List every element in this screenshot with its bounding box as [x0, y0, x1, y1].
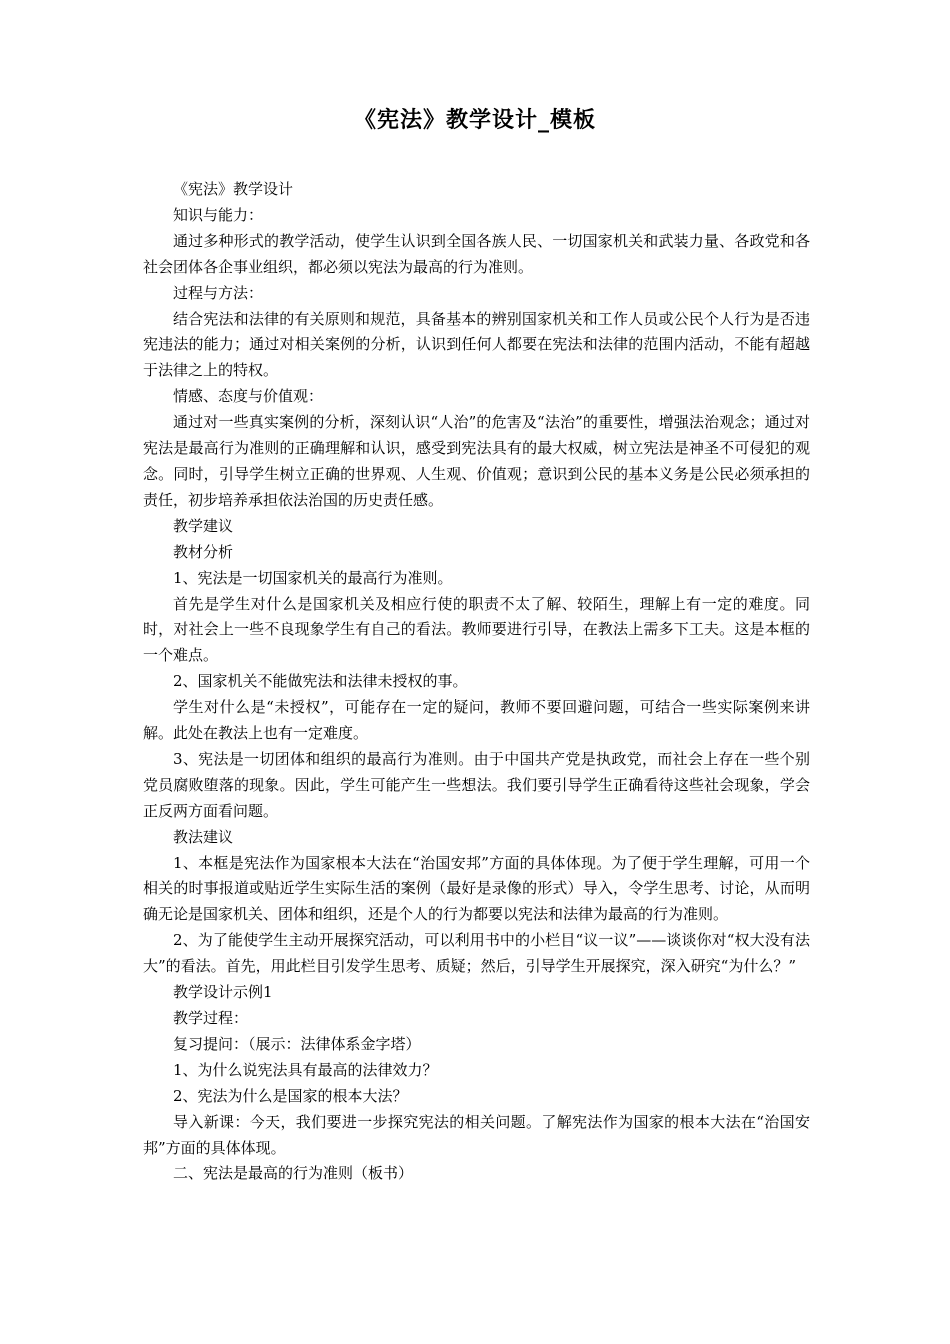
paragraph: 二、宪法是最高的行为准则（板书）	[173, 1164, 414, 1183]
paragraph: 学生对什么是“未授权”，可能存在一定的疑问，教师不要回避问题，可结合一些实际案例来讲解。此处在教法上也有一定难度。	[143, 698, 810, 743]
paragraph: 2、为了能使学生主动开展探究活动，可以利用书中的小栏目“议一议”——谈谈你对“权大没有法大”的看法。首先，用此栏目引发学生思考、质疑；然后，引导学生开展探究，深入研究“为什么？”	[143, 931, 810, 976]
paragraph: 结合宪法和法律的有关原则和规范，具备基本的辨别国家机关和工作人员或公民个人行为是否违宪违法的能力；通过对相关案例的分析，认识到任何人都要在宪法和法律的范围内活动，不能有超越于法律之上的特权。	[143, 309, 810, 380]
paragraph: 教法建议	[173, 827, 234, 846]
paragraph: 教学过程：	[173, 1009, 249, 1027]
paragraph: 教学建议	[173, 516, 234, 535]
paragraph: 1、为什么说宪法具有最高的法律效力？	[173, 1060, 438, 1079]
paragraph: 通过对一些真实案例的分析，深刻认识“人治”的危害及“法治”的重要性，增强法治观念；通过对宪法是最高行为准则的正确理解和认识，感受到宪法具有的最大权威，树立宪法是神圣不可侵犯的观念。同时，引导学生树立正确的世界观、人生观、价值观；意识到公民的基本义务是公民必须承担的责任，初步培养承担依法治国的历史责任感。	[143, 413, 810, 509]
paragraph: 《宪法》教学设计	[173, 180, 294, 198]
paragraph: 导入新课：今天，我们要进一步探究宪法的相关问题。了解宪法作为国家的根本大法在“治国安邦”方面的具体体现。	[143, 1112, 810, 1157]
paragraph: 过程与方法：	[173, 283, 264, 302]
paragraph: 首先是学生对什么是国家机关及相应行使的职责不太了解、较陌生，理解上有一定的难度。同时，对社会上一些不良现象学生有自己的看法。教师要进行引导，在教法上需多下工夫。这是本框的一个难点。	[143, 594, 810, 665]
paragraph: 3、宪法是一切团体和组织的最高行为准则。由于中国共产党是执政党，而社会上存在一些个别党员腐败堕落的现象。因此，学生可能产生一些想法。我们要引导学生正确看待这些社会现象，学会正反两方面看问题。	[143, 749, 810, 820]
paragraph: 1、宪法是一切国家机关的最高行为准则。	[173, 568, 453, 587]
document-body	[143, 177, 810, 1187]
paragraph: 教学设计示例1	[173, 983, 273, 1002]
document-title: 《宪法》教学设计_模板	[353, 107, 596, 133]
paragraph: 2、宪法为什么是国家的根本大法？	[173, 1086, 408, 1105]
paragraph: 1、本框是宪法作为国家根本大法在“治国安邦”方面的具体体现。为了便于学生理解，可用一个相关的时事报道或贴近学生实际生活的案例（最好是录像的形式）导入，令学生思考、讨论，从而明确无论是国家机关、团体和组织，还是个人的行为都要以宪法和法律为最高的行为准则。	[143, 853, 810, 924]
paragraph: 教材分析	[173, 542, 234, 561]
paragraph: 2、国家机关不能做宪法和法律未授权的事。	[173, 672, 468, 691]
paragraph: 通过多种形式的教学活动，使学生认识到全国各族人民、一切国家机关和武装力量、各政党和各社会团体各企事业组织，都必须以宪法为最高的行为准则。	[143, 231, 810, 276]
paragraph: 复习提问：（展示：法律体系金字塔）	[173, 1034, 421, 1053]
paragraph: 情感、态度与价值观：	[173, 387, 324, 406]
paragraph: 知识与能力：	[173, 205, 264, 224]
